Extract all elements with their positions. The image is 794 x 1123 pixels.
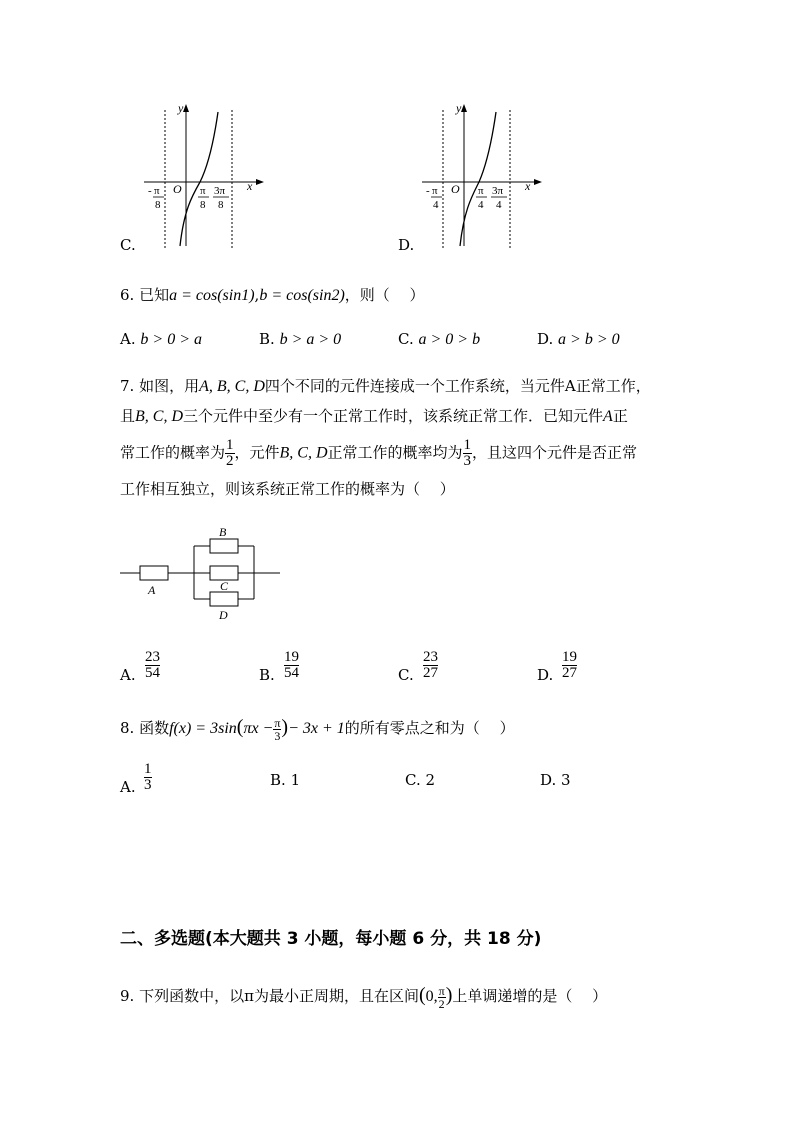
option-c-label: C. <box>120 236 136 254</box>
q8-option-a-label[interactable]: A. <box>120 778 136 796</box>
q6-option-d[interactable]: D. a > b > 0 <box>537 330 620 348</box>
x-axis-label: x <box>525 179 531 193</box>
q8-option-a-fraction[interactable]: $\frac{1}{3}$ <box>144 761 152 793</box>
q8-option-d[interactable]: D. 3 <box>540 771 571 789</box>
tick-neg-sign: - <box>426 185 430 197</box>
fraction-one-half: $\frac{1}{2}$ <box>226 437 234 469</box>
component-d-label: D <box>219 608 228 622</box>
tick-neg-den: 4 <box>433 199 439 211</box>
q7-option-c-label[interactable]: C. <box>398 666 414 684</box>
pi-over-3-fraction: $\frac{\pi}{3}$ <box>274 715 281 743</box>
q6-prefix: 6. 已知 <box>120 286 170 304</box>
tick-mid-num: π <box>200 185 206 197</box>
q8-function-lhs: f(x) = 3sin <box>169 720 237 737</box>
question-9: 9. 下列函数中，以π为最小正周期，且在区间(0, $\frac{\pi}{2}$ )上单调递增的是（ ） <box>120 983 608 1011</box>
tick-right-num: 3π <box>214 185 226 197</box>
section-heading-multiple-choice: 二、多选题(本大题共 3 小题，每小题 6 分，共 18 分) <box>120 929 542 949</box>
q6-option-a[interactable]: A. b > 0 > a <box>120 330 202 348</box>
origin-label: O <box>451 182 460 196</box>
q6-a-expression: a = cos(sin1) <box>169 287 255 304</box>
graph-option-c <box>140 100 270 250</box>
tick-mid-num: π <box>478 185 484 197</box>
pi-over-2-fraction: $\frac{\pi}{2}$ <box>438 983 445 1011</box>
q6-option-c[interactable]: C. a > 0 > b <box>398 330 481 348</box>
component-c-label: C <box>220 579 229 593</box>
tick-mid-den: 8 <box>200 199 206 211</box>
tick-neg-sign: - <box>148 185 152 197</box>
tick-right-den: 8 <box>218 199 224 211</box>
q6-b-expression: b = cos(sin2) <box>259 287 345 304</box>
q7-option-d-label[interactable]: D. <box>537 666 554 684</box>
q8-option-b[interactable]: B. 1 <box>270 771 301 789</box>
q7-option-b-fraction[interactable]: $\frac{19}{54}$ <box>284 649 299 681</box>
circuit-diagram <box>118 522 288 624</box>
tick-neg-num: π <box>432 185 438 197</box>
q8-option-c[interactable]: C. 2 <box>405 771 436 789</box>
q7-line-2: 且B, C, D三个元件中至少有一个正常工作时，该系统正常工作．已知元件A正 <box>120 407 628 425</box>
q7-option-a-fraction[interactable]: $\frac{23}{54}$ <box>145 649 160 681</box>
graph-option-d <box>418 100 548 250</box>
question-6 <box>120 284 425 305</box>
tick-right-num: 3π <box>492 185 504 197</box>
q7-option-d-fraction[interactable]: $\frac{19}{27}$ <box>562 649 577 681</box>
q7-line-3: 常工作的概率为 $\frac{1}{2}$ ，元件B, C, D正常工作的概率均为 $\frac{1}{3}$ ，且这四个元件是否正常 <box>120 437 638 469</box>
q7-option-b-label[interactable]: B. <box>259 666 275 684</box>
component-a-label: A <box>148 583 156 597</box>
option-d-label: D. <box>398 236 415 254</box>
x-axis-label: x <box>247 179 253 193</box>
tick-right-den: 4 <box>496 199 502 211</box>
component-b-label: B <box>219 525 227 539</box>
origin-label: O <box>173 182 182 196</box>
question-8: 8. 函数f(x) = 3sin(πx − $\frac{\pi}{3}$ )− 3x + 1的所有零点之和为（ ） <box>120 715 515 743</box>
q7-option-c-fraction[interactable]: $\frac{23}{27}$ <box>423 649 438 681</box>
fraction-one-third: $\frac{1}{3}$ <box>463 437 472 469</box>
y-axis-label: y <box>178 101 184 115</box>
q6-suffix: ，则（ ） <box>344 286 425 304</box>
q7-line-1: 7. 如图，用A, B, C, D四个不同的元件连接成一个工作系统，当元件A正常工作， <box>120 377 651 395</box>
q6-option-b[interactable]: B. b > a > 0 <box>259 330 342 348</box>
tick-neg-num: π <box>154 185 160 197</box>
tick-neg-den: 8 <box>155 199 161 211</box>
q6-sep: , <box>254 286 260 304</box>
q7-option-a-label[interactable]: A. <box>120 666 136 684</box>
tick-mid-den: 4 <box>478 199 484 211</box>
q7-line-4: 工作相互独立，则该系统正常工作的概率为（ ） <box>120 480 455 498</box>
y-axis-label: y <box>456 101 462 115</box>
